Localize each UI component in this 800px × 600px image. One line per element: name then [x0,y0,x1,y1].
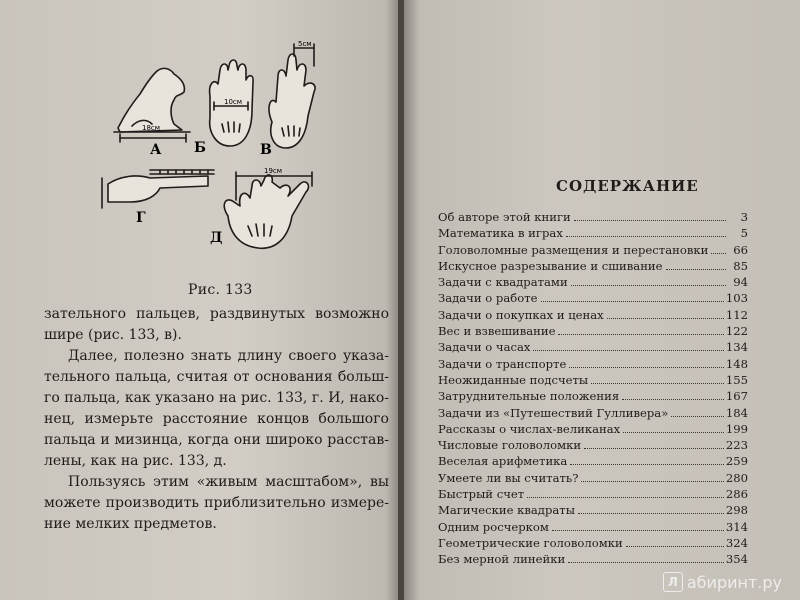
toc-entry [438,503,748,519]
toc-entry [438,471,748,487]
body-line: пальца и мизинца, когда они широко расстав- [44,432,389,448]
toc-leader-dots [541,301,724,302]
toc-leader-dots [626,546,724,547]
body-line: зательного пальцев, раздвинутых возможно [44,306,389,322]
toc-entry-title: Задачи о часах [438,340,531,355]
toc-entry-page: 314 [725,519,748,534]
measure-label-10cm: 10см [224,98,243,106]
toc-entry-title: Числовые головоломки [438,438,582,453]
toc-entry-title: Рассказы о числах-великанах [438,421,621,436]
figure-label-b: Б [194,140,206,156]
toc-entry-title: Затруднительные положения [438,389,620,404]
hand-figure-v [269,44,315,148]
toc-leader-dots [568,562,724,563]
toc-entry [438,454,748,470]
toc-entry-page: 112 [725,307,748,322]
toc-entry [438,422,748,438]
toc-leader-dots [623,432,724,433]
toc-entry [438,389,748,405]
toc-entry [438,373,748,389]
measure-label-5cm: 5см [298,40,312,48]
toc-entry-title: Задачи из «Путешествий Гулливера» [438,405,669,420]
toc-entry [438,308,748,324]
toc-entry-page: 66 [733,242,748,257]
body-line: ние мелких предметов. [44,516,217,532]
figure-label-v: В [260,142,272,158]
toc-entry [438,226,748,242]
toc-entry-title: Неожиданные подсчеты [438,372,589,387]
toc-entry-page: 167 [725,389,748,404]
toc-entry-title: Об авторе этой книги [438,210,571,224]
body-line: Далее, полезно знать длину своего указа- [68,348,389,364]
hand-figure-d [224,172,312,248]
toc-entry [438,291,748,307]
toc-entry-title: Задачи о работе [438,291,538,306]
toc-entry [438,536,748,552]
body-line: шире (рис. 133, в). [44,327,182,343]
toc-entry-page: 286 [725,487,748,502]
toc-leader-dots [569,367,724,368]
toc-leader-dots [558,334,723,335]
toc-entry-page: 223 [725,438,748,453]
toc-entry [438,520,748,536]
toc-entry-page: 259 [725,454,748,469]
toc-entry-title: Искусное разрезывание и сшивание [438,258,663,273]
toc-entry-page: 134 [725,340,748,355]
hand-measurement-figure [90,36,330,276]
measure-label-18cm: 18см [142,124,161,132]
toc-entry-page: 280 [725,470,748,485]
body-line: тельного пальца, считая от основания больш- [44,369,389,385]
toc-entry-title: Задачи о транспорте [438,356,567,371]
toc-entry-title: Математика в играх [438,226,563,241]
body-line: можете производить приблизительно измере- [44,495,389,511]
toc-leader-dots [527,497,724,498]
toc-entry-title: Быстрый счет [438,487,525,502]
toc-leader-dots [581,481,723,482]
toc-entry-page: 354 [725,552,748,567]
toc-heading: СОДЕРЖАНИЕ [556,177,699,195]
toc-entry [438,487,748,503]
toc-entry-title: Вес и взвешивание [438,324,556,339]
toc-leader-dots [671,416,724,417]
toc-entry-page: 94 [733,275,748,290]
toc-entry [438,243,748,259]
toc-entry-title: Магические квадраты [438,503,575,518]
toc-entry-page: 122 [725,324,748,339]
body-line: нец, измерьте расстояние концов большого [44,411,389,427]
labirint-logo-icon: Л [663,572,683,592]
body-line: го пальца, как указано на рис. 133, г. И, нако- [44,390,389,406]
toc-leader-dots [552,530,724,531]
toc-entry-page: 148 [725,356,748,371]
table-of-contents [438,210,748,569]
toc-entry-page: 199 [725,421,748,436]
toc-entry-title: Веселая арифметика [438,454,568,469]
figure-label-a: А [150,142,162,158]
toc-leader-dots [622,399,724,400]
toc-entry-page: 155 [725,372,748,387]
toc-leader-dots [607,318,724,319]
hand-figure-g [102,170,214,208]
toc-entry [438,324,748,340]
toc-entry-page: 3 [740,210,748,224]
toc-leader-dots [574,220,726,221]
toc-entry-page: 324 [725,535,748,550]
watermark [663,572,782,592]
toc-entry [438,438,748,454]
toc-entry-title: Одним росчерком [438,519,549,534]
toc-entry [438,259,748,275]
toc-entry-title: Задачи с квадратами [438,275,568,290]
toc-entry [438,340,748,356]
toc-entry [438,406,748,422]
toc-leader-dots [566,236,726,237]
toc-leader-dots [711,253,726,254]
toc-entry-title: Головоломные размещения и перестановки [438,242,709,257]
figure-label-g: Г [136,210,146,226]
toc-entry [438,357,748,373]
toc-entry [438,275,748,291]
toc-leader-dots [571,285,726,286]
body-line: Пользуясь этим «живым масштабом», вы [68,474,389,490]
toc-leader-dots [533,350,723,351]
toc-leader-dots [584,448,724,449]
measure-label-19cm: 19см [264,167,283,175]
toc-entry-title: Геометрические головоломки [438,535,623,550]
figure-label-d: Д [210,230,223,246]
toc-entry-title: Без мерной линейки [438,552,566,567]
toc-entry-title: Умеете ли вы считать? [438,470,579,485]
toc-entry [438,210,748,226]
toc-entry-title: Задачи о покупках и ценах [438,307,604,322]
body-line: лены, как на рис. 133, д. [44,453,227,469]
toc-entry-page: 5 [740,226,748,241]
toc-entry-page: 184 [725,405,748,420]
figure-caption: Рис. 133 [188,282,253,298]
toc-entry [438,552,748,568]
toc-leader-dots [666,269,726,270]
toc-entry-page: 103 [725,291,748,306]
toc-entry-page: 298 [725,503,748,518]
watermark-text: абиринт.ру [686,572,782,592]
toc-leader-dots [570,464,724,465]
toc-leader-dots [578,513,724,514]
toc-entry-page: 85 [733,258,748,273]
body-text [44,304,389,535]
toc-leader-dots [591,383,724,384]
